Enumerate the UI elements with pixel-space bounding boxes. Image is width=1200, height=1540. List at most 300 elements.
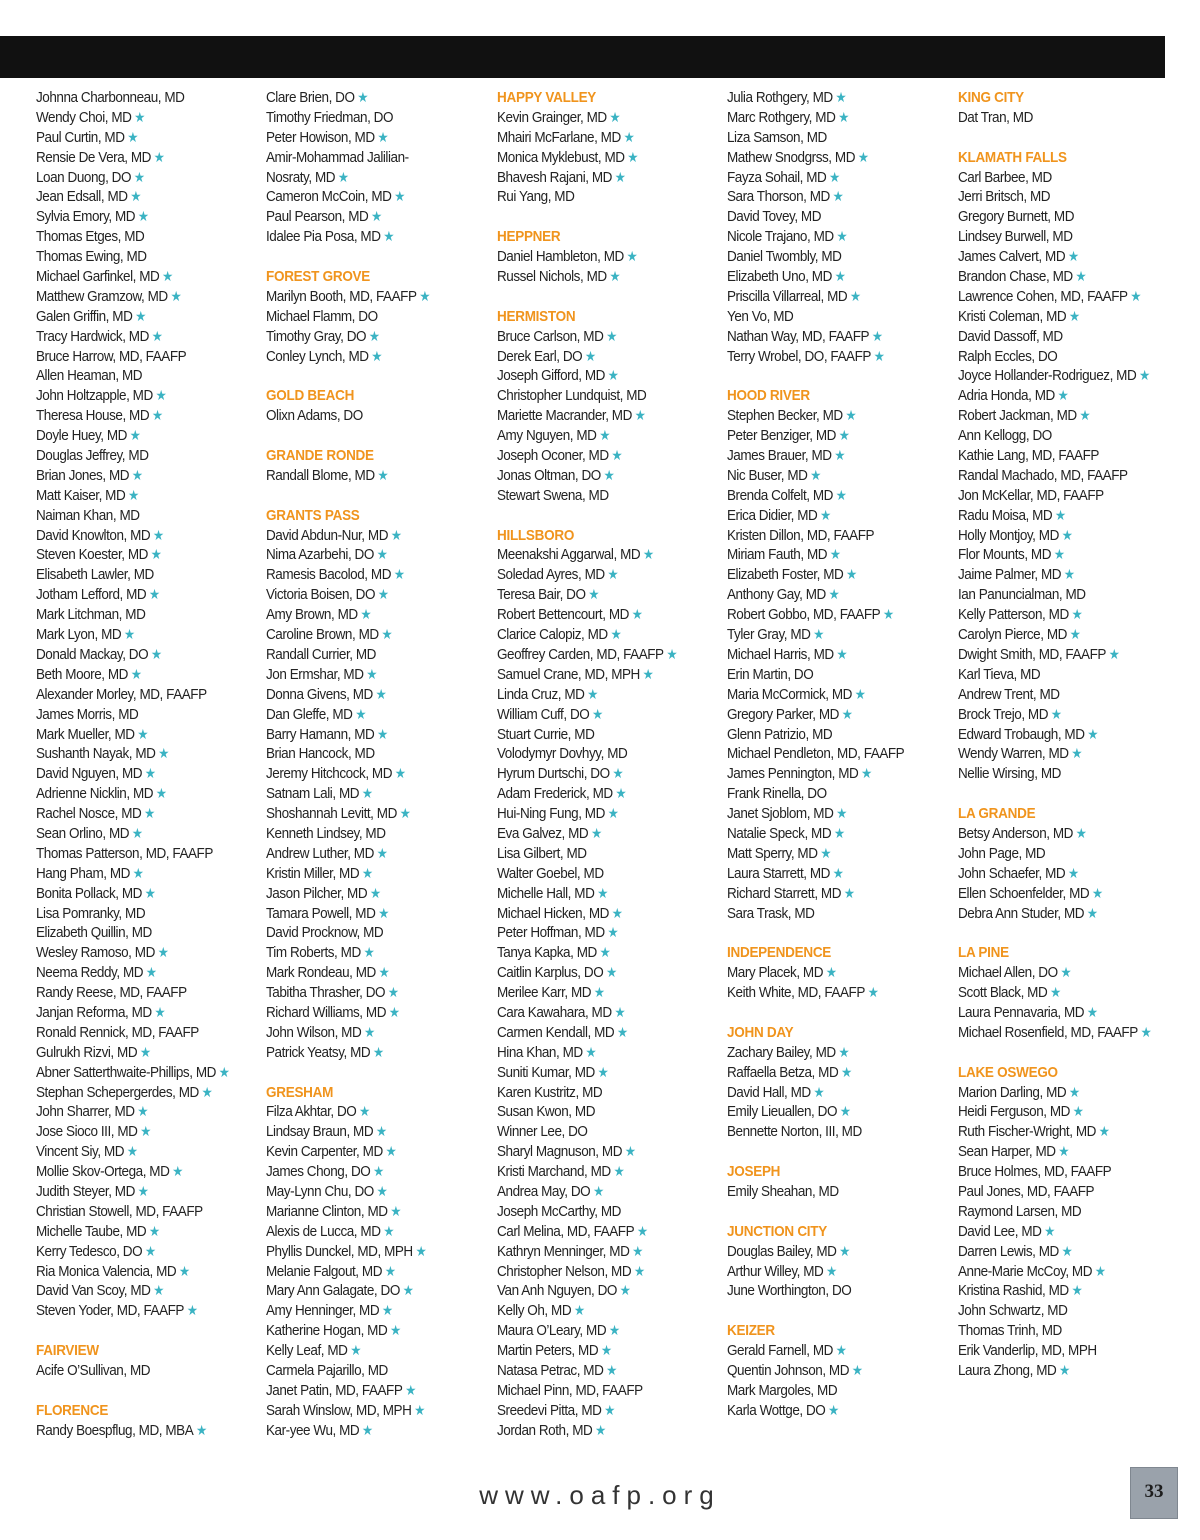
member-name: Thomas Trinh, MD bbox=[958, 1322, 1062, 1340]
star-icon: ★ bbox=[377, 128, 389, 145]
city-heading: GRANDE RONDE bbox=[266, 447, 374, 465]
star-icon: ★ bbox=[415, 1242, 427, 1259]
star-icon: ★ bbox=[845, 407, 857, 424]
star-icon: ★ bbox=[388, 1003, 400, 1020]
member-name: Loan Duong, DO bbox=[36, 168, 132, 186]
member-entry bbox=[36, 1102, 245, 1122]
member-entry bbox=[266, 1202, 475, 1222]
section-spacer bbox=[497, 207, 706, 227]
star-icon: ★ bbox=[829, 546, 841, 563]
star-icon: ★ bbox=[201, 1083, 213, 1100]
member-entry bbox=[958, 366, 1167, 386]
member-name: Dwight Smith, MD, FAAFP bbox=[958, 645, 1106, 663]
member-name: David Knowlton, MD bbox=[36, 526, 151, 544]
member-entry bbox=[497, 1361, 706, 1381]
member-name: John Sharrer, MD bbox=[36, 1103, 135, 1121]
member-name: Matt Kaiser, MD bbox=[36, 486, 126, 504]
star-icon: ★ bbox=[393, 566, 405, 583]
member-name: Jean Edsall, MD bbox=[36, 188, 128, 206]
member-name: Randall Currier, MD bbox=[266, 645, 376, 663]
member-entry bbox=[497, 963, 706, 983]
star-icon: ★ bbox=[151, 407, 163, 424]
member-name: Victoria Boisen, DO bbox=[266, 586, 376, 604]
member-name: Bennette Norton, III, MD bbox=[727, 1123, 862, 1141]
member-name: Lawrence Cohen, MD, FAAFP bbox=[958, 287, 1128, 305]
member-entry bbox=[266, 1281, 475, 1301]
member-name: Hina Khan, MD bbox=[497, 1043, 583, 1061]
member-name: Betsy Anderson, MD bbox=[958, 824, 1073, 842]
member-name: Michelle Hall, MD bbox=[497, 884, 595, 902]
member-name: John Wilson, MD bbox=[266, 1023, 362, 1041]
star-icon: ★ bbox=[835, 486, 847, 503]
member-name: Douglas Bailey, MD bbox=[727, 1242, 837, 1260]
member-entry bbox=[958, 267, 1167, 287]
star-icon: ★ bbox=[387, 984, 399, 1001]
member-name: Christopher Lundquist, MD bbox=[497, 387, 647, 405]
member-entry bbox=[266, 665, 475, 685]
member-entry bbox=[266, 824, 475, 844]
member-name: Kristina Rashid, MD bbox=[958, 1282, 1069, 1300]
star-icon: ★ bbox=[642, 546, 654, 563]
member-entry bbox=[958, 207, 1167, 227]
member-name: Quentin Johnson, MD bbox=[727, 1362, 850, 1379]
member-name: Scott Black, MD bbox=[958, 984, 1048, 1002]
member-name: Elisabeth Lawler, MD bbox=[36, 566, 154, 584]
member-entry bbox=[36, 406, 245, 426]
member-name: Daniel Hambleton, MD bbox=[497, 248, 624, 266]
member-entry bbox=[497, 784, 706, 804]
member-entry bbox=[266, 1102, 475, 1122]
star-icon: ★ bbox=[642, 665, 654, 682]
member-name: Bhavesh Rajani, MD bbox=[497, 168, 612, 186]
star-icon: ★ bbox=[849, 287, 861, 304]
star-icon: ★ bbox=[838, 1043, 850, 1060]
member-name: Laura Zhong, MD bbox=[958, 1362, 1057, 1379]
star-icon: ★ bbox=[131, 824, 143, 841]
member-name: Stuart Currie, MD bbox=[497, 725, 595, 743]
star-icon: ★ bbox=[172, 1163, 183, 1180]
member-name: Brenda Colfelt, MD bbox=[727, 486, 833, 504]
member-entry bbox=[36, 426, 245, 446]
member-entry bbox=[727, 1083, 936, 1103]
member-name: Laura Pennavaria, MD bbox=[958, 1003, 1085, 1021]
member-name: Jonas Oltman, DO bbox=[497, 466, 601, 484]
member-name: Teresa Bair, DO bbox=[497, 586, 586, 604]
member-name: Gregory Parker, MD bbox=[727, 705, 839, 723]
star-icon: ★ bbox=[363, 944, 375, 961]
star-icon: ★ bbox=[1058, 1143, 1070, 1160]
member-entry bbox=[958, 1222, 1167, 1242]
member-entry bbox=[958, 844, 1167, 864]
member-entry bbox=[36, 665, 245, 685]
star-icon: ★ bbox=[610, 626, 622, 643]
member-entry bbox=[497, 1281, 706, 1301]
member-entry bbox=[36, 128, 245, 148]
star-icon: ★ bbox=[1057, 387, 1069, 404]
city-heading: HEPPNER bbox=[497, 228, 561, 246]
member-entry bbox=[727, 665, 936, 685]
member-name: Rachel Nosce, MD bbox=[36, 805, 142, 823]
member-entry bbox=[266, 287, 475, 307]
member-name: James Chong, DO bbox=[266, 1163, 371, 1181]
member-entry bbox=[958, 1281, 1167, 1301]
star-icon: ★ bbox=[834, 447, 846, 464]
section-spacer bbox=[958, 128, 1167, 148]
member-entry bbox=[497, 1182, 706, 1202]
member-name: Zachary Bailey, MD bbox=[727, 1043, 836, 1061]
member-name: Randal Machado, MD, FAAFP bbox=[958, 466, 1128, 484]
star-icon: ★ bbox=[402, 1282, 414, 1299]
star-icon: ★ bbox=[597, 884, 608, 901]
member-name: Natasa Petrac, MD bbox=[497, 1362, 604, 1379]
member-entry bbox=[266, 804, 475, 824]
member-name: Sara Thorson, MD bbox=[727, 188, 830, 206]
member-name: May-Lynn Chu, DO bbox=[266, 1182, 374, 1200]
member-name: Mathew Snodgrss, MD bbox=[727, 148, 856, 166]
member-entry bbox=[36, 1142, 245, 1162]
star-icon: ★ bbox=[137, 1103, 149, 1120]
member-name: John Page, MD bbox=[958, 844, 1046, 862]
member-entry bbox=[36, 844, 245, 864]
member-name: Alexis de Lucca, MD bbox=[266, 1222, 381, 1240]
member-name: Steven Koester, MD bbox=[36, 546, 148, 564]
member-name: Ruth Fischer-Wright, MD bbox=[958, 1123, 1096, 1141]
member-entry bbox=[497, 247, 706, 267]
member-entry bbox=[958, 386, 1167, 406]
star-icon: ★ bbox=[1068, 1083, 1080, 1100]
star-icon: ★ bbox=[597, 1063, 609, 1080]
member-entry bbox=[36, 148, 245, 168]
member-entry bbox=[958, 645, 1167, 665]
member-entry bbox=[266, 1142, 475, 1162]
member-name: Johnna Charbonneau, MD bbox=[36, 89, 185, 106]
member-entry bbox=[36, 307, 245, 327]
member-name: Randy Boespflug, MD, MBA bbox=[36, 1421, 194, 1439]
member-name: Carmela Pajarillo, MD bbox=[266, 1362, 388, 1379]
star-icon: ★ bbox=[371, 208, 382, 225]
directory-column-3 bbox=[497, 88, 729, 1441]
star-icon: ★ bbox=[584, 347, 596, 364]
member-entry bbox=[727, 804, 936, 824]
member-entry bbox=[266, 705, 475, 725]
member-name: Richard Starrett, MD bbox=[727, 884, 842, 902]
member-entry bbox=[727, 585, 936, 605]
member-entry bbox=[958, 1162, 1167, 1182]
star-icon: ★ bbox=[615, 785, 627, 802]
member-name: Lindsey Burwell, MD bbox=[958, 228, 1073, 246]
star-icon: ★ bbox=[836, 805, 847, 822]
star-icon: ★ bbox=[839, 1242, 851, 1259]
member-entry bbox=[727, 1122, 936, 1142]
member-name: Linda Cruz, MD bbox=[497, 685, 585, 703]
member-name: Randall Blome, MD bbox=[266, 466, 375, 484]
star-icon: ★ bbox=[595, 1421, 606, 1438]
member-entry bbox=[266, 1182, 475, 1202]
member-entry bbox=[266, 88, 475, 108]
member-entry bbox=[266, 983, 475, 1003]
member-name: Michael Pinn, MD, FAAFP bbox=[497, 1381, 643, 1399]
member-name: Miriam Fauth, MD bbox=[727, 546, 828, 564]
member-name: Michael Allen, DO bbox=[958, 964, 1058, 982]
member-entry bbox=[958, 864, 1167, 884]
member-entry bbox=[727, 307, 936, 327]
member-name: Conley Lynch, MD bbox=[266, 347, 369, 365]
member-name: James Morris, MD bbox=[36, 705, 139, 723]
member-entry bbox=[958, 1182, 1167, 1202]
member-entry bbox=[727, 1341, 936, 1361]
member-name: Sean Harper, MD bbox=[958, 1143, 1056, 1161]
member-entry bbox=[958, 347, 1167, 367]
member-name: Debra Ann Studer, MD bbox=[958, 904, 1085, 922]
star-icon: ★ bbox=[1086, 904, 1098, 921]
star-icon: ★ bbox=[363, 1023, 375, 1040]
member-name: Timothy Gray, DO bbox=[266, 327, 367, 345]
member-entry bbox=[36, 1262, 245, 1282]
section-spacer bbox=[958, 923, 1167, 943]
member-entry bbox=[958, 625, 1167, 645]
star-icon: ★ bbox=[624, 1143, 636, 1160]
section-spacer bbox=[727, 1202, 936, 1222]
member-name: David Dassoff, MD bbox=[958, 327, 1063, 345]
member-name: Sylvia Emory, MD bbox=[36, 208, 136, 226]
member-name: Peter Benziger, MD bbox=[727, 427, 836, 445]
member-entry bbox=[36, 725, 245, 745]
star-icon: ★ bbox=[611, 447, 623, 464]
member-entry bbox=[497, 168, 706, 188]
member-name: Ria Monica Valencia, MD bbox=[36, 1262, 177, 1280]
star-icon: ★ bbox=[841, 705, 853, 722]
star-icon: ★ bbox=[140, 1123, 152, 1140]
member-name: Nathan Way, MD, FAAFP bbox=[727, 327, 870, 345]
star-icon: ★ bbox=[666, 645, 678, 662]
star-icon: ★ bbox=[144, 1242, 156, 1259]
member-name: Derek Earl, DO bbox=[497, 347, 583, 365]
member-entry bbox=[727, 506, 936, 526]
member-entry bbox=[958, 1142, 1167, 1162]
member-entry bbox=[958, 665, 1167, 685]
member-name: Rui Yang, MD bbox=[497, 188, 575, 206]
member-name: Clare Brien, DO bbox=[266, 89, 355, 106]
member-name: Anne-Marie McCoy, MD bbox=[958, 1262, 1093, 1280]
member-entry bbox=[727, 904, 936, 924]
member-name: Judith Steyer, MD bbox=[36, 1182, 135, 1200]
member-name: Samuel Crane, MD, MPH bbox=[497, 665, 640, 683]
member-entry bbox=[266, 725, 475, 745]
member-entry bbox=[958, 406, 1167, 426]
star-icon: ★ bbox=[1050, 705, 1062, 722]
member-name: Priscilla Villarreal, MD bbox=[727, 287, 848, 305]
member-entry bbox=[958, 884, 1167, 904]
member-entry bbox=[497, 327, 706, 347]
member-entry bbox=[958, 685, 1167, 705]
member-name: David Tovey, MD bbox=[727, 208, 822, 226]
star-icon: ★ bbox=[372, 1043, 384, 1060]
member-entry bbox=[497, 1043, 706, 1063]
star-icon: ★ bbox=[361, 1421, 373, 1438]
member-name: Doyle Huey, MD bbox=[36, 427, 127, 445]
member-entry bbox=[727, 207, 936, 227]
member-entry bbox=[497, 406, 706, 426]
star-icon: ★ bbox=[127, 128, 139, 145]
star-icon: ★ bbox=[1067, 864, 1079, 881]
member-name: Janjan Reforma, MD bbox=[36, 1003, 152, 1021]
member-name: Tim Roberts, MD bbox=[266, 944, 361, 962]
member-name: Adria Honda, MD bbox=[958, 387, 1055, 405]
member-entry bbox=[727, 1281, 936, 1301]
member-name: Christopher Nelson, MD bbox=[497, 1262, 632, 1280]
star-icon: ★ bbox=[854, 685, 866, 702]
member-entry bbox=[958, 247, 1167, 267]
member-entry bbox=[266, 1242, 475, 1262]
star-icon: ★ bbox=[148, 1222, 160, 1239]
member-entry bbox=[727, 864, 936, 884]
member-entry bbox=[36, 963, 245, 983]
star-icon: ★ bbox=[619, 1282, 631, 1299]
city-heading: GRANTS PASS bbox=[266, 506, 360, 524]
member-name: Amir-Mohammad Jalilian- bbox=[266, 148, 409, 166]
member-entry bbox=[36, 486, 245, 506]
member-name: Michael Rosenfield, MD, FAAFP bbox=[958, 1023, 1138, 1041]
member-entry bbox=[497, 804, 706, 824]
star-icon: ★ bbox=[130, 665, 142, 682]
city-heading: KING CITY bbox=[958, 89, 1024, 106]
member-entry bbox=[497, 685, 706, 705]
member-name: Satnam Lali, MD bbox=[266, 785, 360, 803]
member-entry bbox=[266, 943, 475, 963]
star-icon: ★ bbox=[383, 228, 395, 245]
directory-column-1 bbox=[36, 88, 268, 1441]
member-name: Olixn Adams, DO bbox=[266, 407, 363, 425]
member-name: Raffaella Betza, MD bbox=[727, 1063, 839, 1081]
member-name: Ramesis Bacolod, MD bbox=[266, 566, 392, 584]
member-entry bbox=[36, 864, 245, 884]
member-entry bbox=[36, 804, 245, 824]
member-entry bbox=[727, 545, 936, 565]
member-entry bbox=[266, 1262, 475, 1282]
member-entry bbox=[727, 824, 936, 844]
member-name: Jotham Lefford, MD bbox=[36, 586, 147, 604]
star-icon: ★ bbox=[148, 586, 160, 603]
star-icon: ★ bbox=[123, 626, 135, 643]
member-entry bbox=[266, 1023, 475, 1043]
star-icon: ★ bbox=[829, 168, 840, 185]
member-entry bbox=[497, 904, 706, 924]
member-name: Nic Buser, MD bbox=[727, 466, 808, 484]
member-name: Michael Flamm, DO bbox=[266, 307, 378, 325]
member-name: Karla Wottge, DO bbox=[727, 1401, 826, 1419]
member-name: Kevin Carpenter, MD bbox=[266, 1143, 383, 1161]
member-name: Frank Rinella, DO bbox=[727, 785, 827, 803]
member-name: Kristen Dillon, MD, FAAFP bbox=[727, 526, 875, 544]
member-entry bbox=[266, 744, 475, 764]
member-entry bbox=[727, 426, 936, 446]
member-entry bbox=[36, 1361, 245, 1381]
member-entry bbox=[727, 963, 936, 983]
member-name: Douglas Jeffrey, MD bbox=[36, 447, 149, 465]
member-name: Daniel Twombly, MD bbox=[727, 248, 842, 266]
member-name: Timothy Friedman, DO bbox=[266, 108, 394, 126]
member-name: Brian Jones, MD bbox=[36, 466, 130, 484]
star-icon: ★ bbox=[813, 626, 825, 643]
star-icon: ★ bbox=[157, 944, 169, 961]
star-icon: ★ bbox=[337, 168, 349, 185]
member-name: Allen Heaman, MD bbox=[36, 367, 143, 385]
member-entry bbox=[958, 1122, 1167, 1142]
member-name: Amy Henninger, MD bbox=[266, 1302, 380, 1320]
member-entry bbox=[266, 1401, 475, 1421]
star-icon: ★ bbox=[377, 586, 389, 603]
member-name: David Van Scoy, MD bbox=[36, 1282, 151, 1300]
member-name: Joseph McCarthy, MD bbox=[497, 1202, 621, 1220]
member-entry bbox=[958, 1083, 1167, 1103]
star-icon: ★ bbox=[835, 1342, 847, 1359]
member-name: Rensie De Vera, MD bbox=[36, 148, 151, 166]
member-name: Russel Nichols, MD bbox=[497, 268, 607, 286]
star-icon: ★ bbox=[838, 108, 849, 125]
member-entry bbox=[36, 386, 245, 406]
star-icon: ★ bbox=[592, 1182, 604, 1199]
member-entry bbox=[266, 227, 475, 247]
section-spacer bbox=[727, 1003, 936, 1023]
member-name: Merilee Karr, MD bbox=[497, 984, 592, 1002]
member-entry bbox=[958, 983, 1167, 1003]
member-entry bbox=[266, 108, 475, 128]
member-name: Anthony Gay, MD bbox=[727, 586, 826, 604]
member-name: Andrew Luther, MD bbox=[266, 844, 374, 862]
member-entry bbox=[497, 446, 706, 466]
member-entry bbox=[497, 1262, 706, 1282]
member-entry bbox=[727, 1401, 936, 1421]
member-entry bbox=[36, 1421, 245, 1441]
member-entry bbox=[266, 307, 475, 327]
member-name: Maura O’Leary, MD bbox=[497, 1322, 607, 1340]
member-entry bbox=[497, 108, 706, 128]
city-heading: LAKE OSWEGO bbox=[958, 1063, 1058, 1081]
member-entry bbox=[266, 1381, 475, 1401]
member-name: Donna Givens, MD bbox=[266, 685, 373, 703]
section-spacer bbox=[958, 1043, 1167, 1063]
member-name: Michael Harris, MD bbox=[727, 645, 834, 663]
member-entry bbox=[266, 844, 475, 864]
member-name: Mark Margoles, MD bbox=[727, 1381, 838, 1399]
member-name: Marc Rothgery, MD bbox=[727, 108, 836, 126]
star-icon: ★ bbox=[609, 108, 621, 125]
member-entry bbox=[36, 1083, 245, 1103]
website-url[interactable]: www.oafp.org bbox=[479, 1480, 721, 1510]
star-icon: ★ bbox=[378, 904, 389, 921]
member-name: Emily Lieuallen, DO bbox=[727, 1103, 837, 1121]
member-entry bbox=[958, 446, 1167, 466]
city-heading: KLAMATH FALLS bbox=[958, 148, 1067, 166]
section-spacer bbox=[266, 426, 475, 446]
member-name: Caroline Brown, MD bbox=[266, 626, 379, 644]
star-icon: ★ bbox=[1075, 268, 1087, 285]
member-entry bbox=[497, 1321, 706, 1341]
member-name: Adrienne Nicklin, MD bbox=[36, 785, 154, 803]
member-entry bbox=[36, 1162, 245, 1182]
member-name: Sreedevi Pitta, MD bbox=[497, 1401, 602, 1419]
city-heading: FAIRVIEW bbox=[36, 1342, 99, 1360]
member-name: Kristin Miller, MD bbox=[266, 864, 360, 882]
member-name: Acife O’Sullivan, MD bbox=[36, 1362, 151, 1379]
star-icon: ★ bbox=[1098, 1123, 1110, 1140]
star-icon: ★ bbox=[130, 188, 142, 205]
member-entry bbox=[266, 1361, 475, 1381]
member-name: Meenakshi Aggarwal, MD bbox=[497, 546, 641, 564]
header-bar bbox=[0, 36, 1165, 78]
member-name: Lisa Gilbert, MD bbox=[497, 844, 587, 862]
member-name: Paul Pearson, MD bbox=[266, 208, 369, 226]
